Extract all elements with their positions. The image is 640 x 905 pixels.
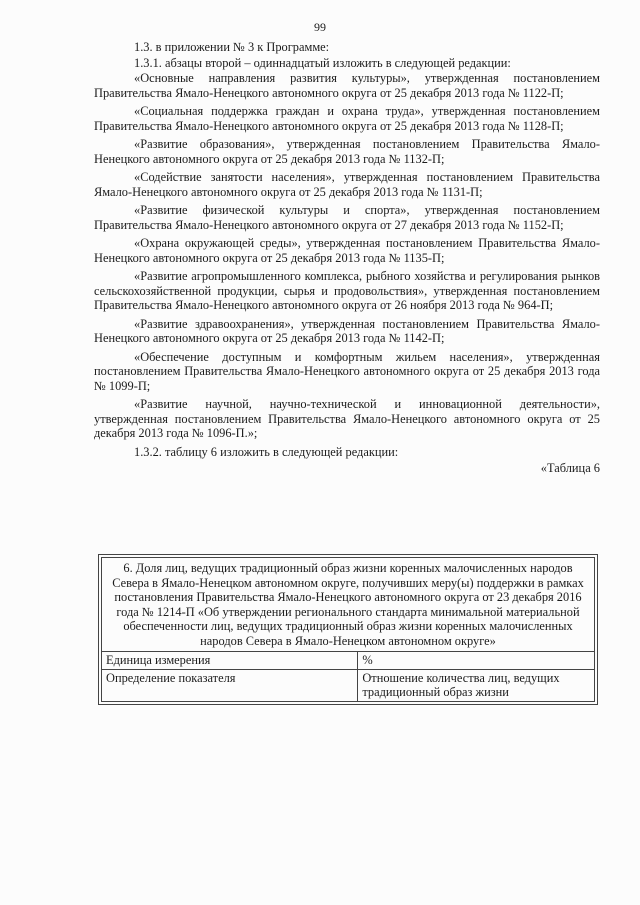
paragraph-agro: «Развитие агропромышленного комплекса, рыбного хозяйства и регулирования рынков сельскохозяйственной продукции, сырья и продовольствия», утвержденная постановлением Правительства Ямало-Ненецкого автономного округа от 26 ноября 2013 года № 964-П; xyxy=(94,269,600,312)
table-row xyxy=(102,652,595,670)
paragraph-employment: «Содействие занятости населения», утвержденная постановлением Правительства Ямало-Ненецкого автономного округа от 25 декабря 2013 года № 1131-П; xyxy=(94,170,600,199)
document-body xyxy=(94,40,600,482)
paragraph-culture: «Основные направления развития культуры», утвержденная постановлением Правительства Ямало-Ненецкого автономного округа от 25 декабря 2013 года № 1122-П; xyxy=(94,71,600,100)
paragraph-1-3-1: 1.3.1. абзацы второй – одиннадцатый изложить в следующей редакции: xyxy=(134,55,511,70)
paragraph-1-3-2: 1.3.2. таблицу 6 изложить в следующей редакции: xyxy=(134,444,399,459)
table-title-row xyxy=(102,558,595,652)
paragraph-science: «Развитие научной, научно-технической и инновационной деятельности», утвержденная постановлением Правительства Ямало-Ненецкого автономного округа от 25 декабря 2013 года № 1096-П.»; xyxy=(94,397,600,440)
table-cell-value: % xyxy=(358,652,595,670)
paragraph-sport: «Развитие физической культуры и спорта», утвержденная постановлением Правительства Ямало-Ненецкого автономного округа от 27 декабря 2013 года № 1152-П; xyxy=(94,203,600,232)
table-row xyxy=(102,669,595,701)
table-title: 6. Доля лиц, ведущих традиционный образ жизни коренных малочисленных народов Севера в Ямало-Ненецком автономном округе, получивших меру(ы) поддержки в рамках постановления Правительства Ямало-Ненецкого автономного округа от 23 декабря 2016 года № 1214-П «Об утверждении регионального стандарта минимальной материальной обеспеченности лиц, ведущих традиционный образ жизни коренных малочисленных народов Севера в Ямало-Ненецком автономном округе» xyxy=(102,558,595,652)
table-cell-label: Определение показателя xyxy=(102,669,358,701)
page-number: 99 xyxy=(314,20,326,34)
table-6 xyxy=(98,554,598,705)
table-cell-label: Единица измерения xyxy=(102,652,358,670)
table-cell-value: Отношение количества лиц, ведущих традиционный образ жизни xyxy=(358,669,595,701)
paragraph-education: «Развитие образования», утвержденная постановлением Правительства Ямало-Ненецкого автономного округа от 25 декабря 2013 года № 1132-П; xyxy=(94,137,600,166)
table-6-grid xyxy=(101,557,595,702)
paragraph-healthcare: «Развитие здравоохранения», утвержденная постановлением Правительства Ямало-Ненецкого автономного округа от 25 декабря 2013 года № 1142-П; xyxy=(94,316,600,345)
paragraph-housing: «Обеспечение доступным и комфортным жильем населения», утвержденная постановлением Правительства Ямало-Ненецкого автономного округа от 25 декабря 2013 года № 1099-П; xyxy=(94,349,600,393)
paragraph-1-3: 1.3. в приложении № 3 к Программе: xyxy=(134,40,330,54)
paragraph-environment: «Охрана окружающей среды», утвержденная постановлением Правительства Ямало-Ненецкого автономного округа от 25 декабря 2013 года № 1135-П; xyxy=(94,236,600,265)
table-caption: «Таблица 6 xyxy=(540,461,600,475)
paragraph-social-support: «Социальная поддержка граждан и охрана труда», утвержденная постановлением Правительства Ямало-Ненецкого автономного округа от 25 декабря 2013 года № 1128-П; xyxy=(94,104,600,133)
